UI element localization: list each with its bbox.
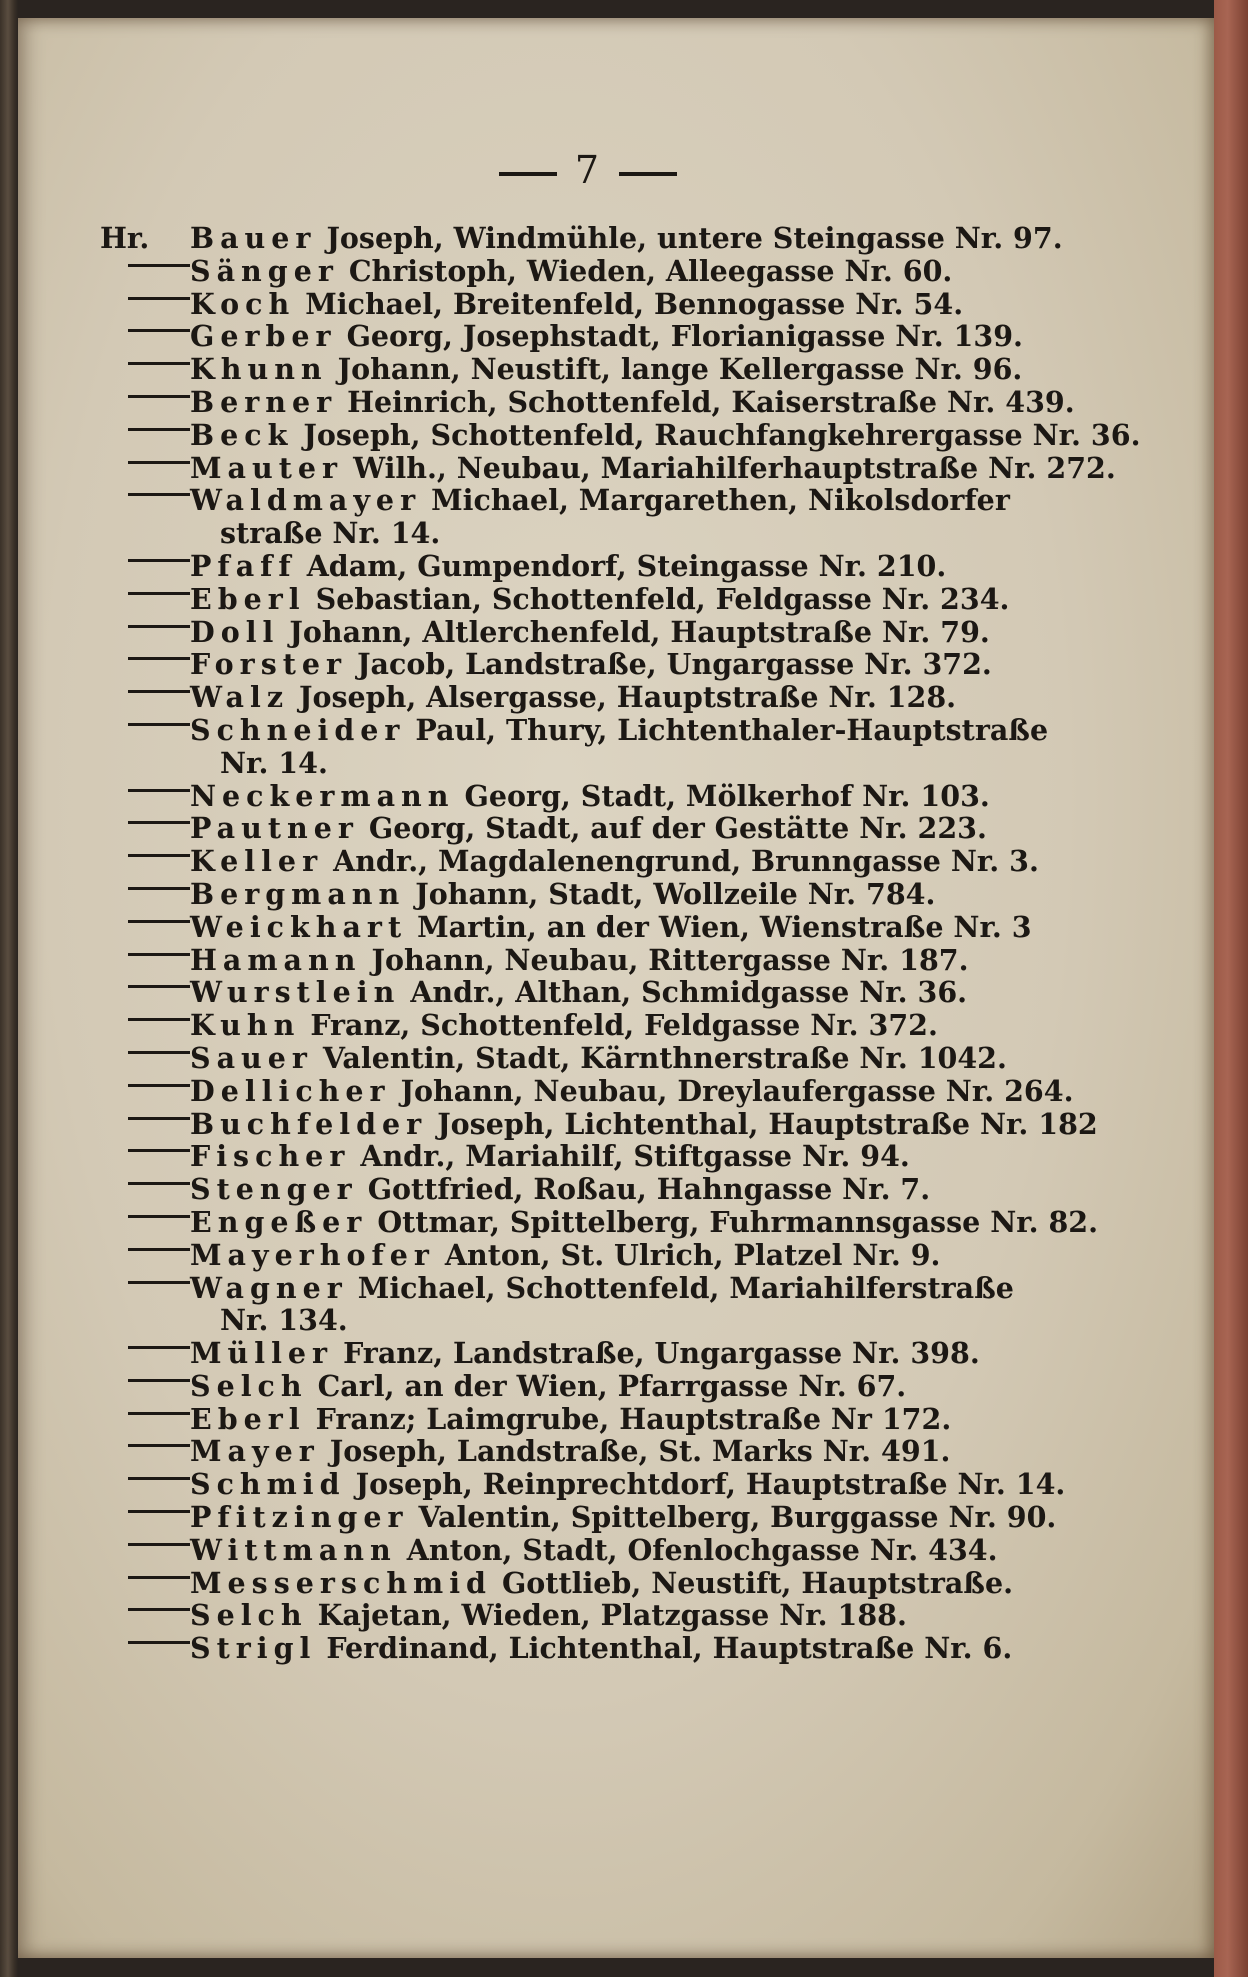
- lead-dash: [128, 1477, 190, 1480]
- entry-details: Michael, Breitenfeld, Bennogasse Nr. 54.: [305, 286, 964, 321]
- entry-lead: [100, 550, 190, 583]
- entry-details: Johann, Neubau, Rittergasse Nr. 187.: [371, 942, 969, 977]
- entry-lead: [100, 386, 190, 419]
- directory-entry: [100, 450, 1116, 485]
- entry-surname: Beck: [190, 417, 294, 452]
- entry-surname: Bergmann: [190, 876, 406, 911]
- entry-lead: [100, 1599, 190, 1632]
- lead-dash: [128, 1444, 190, 1447]
- directory-entry: [100, 1140, 1100, 1173]
- directory-entry: [100, 1206, 1100, 1239]
- entry-lead: [100, 714, 190, 747]
- directory-entry: [100, 845, 1100, 878]
- entry-lead: [100, 484, 190, 517]
- entry-surname: Pautner: [190, 811, 359, 846]
- directory-entry: [100, 417, 1141, 452]
- entry-lead: [100, 1206, 190, 1239]
- lead-dash: [128, 264, 190, 267]
- entry-lead: [100, 681, 190, 714]
- directory-entry: [100, 484, 1100, 517]
- entry-surname: Fischer: [190, 1139, 351, 1174]
- entry-details: Christoph, Wieden, Alleegasse Nr. 60.: [348, 253, 953, 288]
- entry-lead: [100, 780, 190, 813]
- entry-surname: Wittmann: [190, 1532, 397, 1567]
- directory-entry: [100, 320, 1100, 353]
- entry-lead: [100, 1239, 190, 1272]
- lead-dash: [128, 723, 190, 726]
- entry-details: Carl, an der Wien, Pfarrgasse Nr. 67.: [317, 1368, 907, 1403]
- entry-surname: Keller: [190, 844, 324, 879]
- directory-entry: [100, 1632, 1100, 1665]
- entry-lead: [100, 1435, 190, 1468]
- entry-lead: [100, 255, 190, 288]
- directory-entry: [100, 1370, 1100, 1403]
- entry-surname: Pfitzinger: [190, 1500, 409, 1535]
- directory-entry: [100, 1173, 1100, 1206]
- directory-entry: [100, 255, 1100, 288]
- lead-dash: [128, 461, 190, 464]
- entry-surname: Stenger: [190, 1172, 358, 1207]
- directory-entry: [100, 812, 1100, 845]
- lead-dash: [128, 1215, 190, 1218]
- entry-surname: Walz: [190, 680, 290, 715]
- entry-lead: [100, 812, 190, 845]
- directory-entry: [100, 1567, 1100, 1600]
- lead-dash: [128, 1084, 190, 1087]
- entry-details: Gottfried, Roßau, Hahngasse Nr. 7.: [367, 1172, 931, 1207]
- entry-surname: Schneider: [190, 712, 406, 747]
- entry-details: Martin, an der Wien, Wienstraße Nr. 3: [417, 909, 1032, 944]
- entry-details: Valentin, Stadt, Kärnthnerstraße Nr. 1042.: [322, 1040, 1007, 1075]
- lead-dash: [128, 789, 190, 792]
- entry-details: Michael, Schottenfeld, Mariahilferstraße: [357, 1270, 1014, 1305]
- entry-lead: [100, 1632, 190, 1665]
- entry-lead: [100, 1140, 190, 1173]
- entry-details: Joseph, Reinprechtdorf, Hauptstraße Nr. 14.: [355, 1467, 1066, 1502]
- lead-dash: [128, 1346, 190, 1349]
- entry-lead: [100, 583, 190, 616]
- lead-dash: [128, 1379, 190, 1382]
- entry-details: Andr., Althan, Schmidgasse Nr. 36.: [410, 975, 968, 1010]
- entry-details: Ferdinand, Lichtenthal, Hauptstraße Nr. 6.: [326, 1631, 1013, 1666]
- directory-entry: [100, 1534, 1100, 1567]
- entry-surname: Dellicher: [190, 1073, 391, 1108]
- directory-entry: [100, 1009, 1100, 1042]
- entry-lead: [100, 1403, 190, 1436]
- directory-entry: [100, 1108, 1100, 1141]
- entry-details: Andr., Mariahilf, Stiftgasse Nr. 94.: [360, 1139, 910, 1174]
- directory-entry: [100, 1599, 1100, 1632]
- lead-dash: [128, 493, 190, 496]
- entry-lead: [100, 452, 190, 485]
- page-number-dash-left: [499, 172, 557, 176]
- lead-dash: [128, 887, 190, 890]
- directory-entry: [100, 976, 1100, 1009]
- entry-details: Ottmar, Spittelberg, Fuhrmannsgasse Nr. 82.: [377, 1204, 1099, 1239]
- lead-dash: [128, 1117, 190, 1120]
- entry-details: Jacob, Landstraße, Ungargasse Nr. 372.: [357, 647, 992, 682]
- entry-surname: Gerber: [190, 319, 337, 354]
- entry-lead: [100, 1042, 190, 1075]
- entry-lead: [100, 1468, 190, 1501]
- directory-entry: [100, 1435, 1100, 1468]
- entry-lead: [100, 320, 190, 353]
- entry-surname: Sänger: [190, 253, 339, 288]
- lead-dash: [128, 625, 190, 628]
- entry-surname: Waldmayer: [190, 483, 422, 518]
- entry-surname: Kuhn: [190, 1008, 301, 1043]
- entry-details: Nr. 14.: [220, 745, 328, 780]
- lead-dash: [128, 559, 190, 562]
- entry-lead: [100, 1534, 190, 1567]
- entry-surname: Koch: [190, 286, 296, 321]
- entry-continuation: [100, 1304, 1100, 1337]
- directory-entry: [100, 1403, 1100, 1436]
- lead-dash: [128, 953, 190, 956]
- entry-surname: Buchfelder: [190, 1106, 428, 1141]
- entry-details: straße Nr. 14.: [220, 516, 441, 551]
- lead-dash: [128, 428, 190, 431]
- book-edge: [1214, 0, 1248, 1977]
- entry-lead: [100, 1075, 190, 1108]
- entry-details: Kajetan, Wieden, Platzgasse Nr. 188.: [317, 1598, 907, 1633]
- entry-details: Georg, Josephstadt, Florianigasse Nr. 139.: [346, 319, 1023, 354]
- entry-surname: Mayerhofer: [190, 1237, 435, 1272]
- lead-dash: [128, 1182, 190, 1185]
- directory-entry: [100, 911, 1100, 944]
- entry-surname: Forster: [190, 647, 348, 682]
- entry-list: [100, 221, 1141, 1666]
- entry-details: Johann, Stadt, Wollzeile Nr. 784.: [415, 876, 936, 911]
- entry-details: Georg, Stadt, auf der Gestätte Nr. 223.: [368, 811, 987, 846]
- directory-entry: [100, 1042, 1100, 1075]
- entry-details: Andr., Magdalenengrund, Brunngasse Nr. 3.: [333, 844, 1039, 879]
- directory-entry: [100, 1468, 1100, 1501]
- lead-dash: [128, 690, 190, 693]
- entry-surname: Selch: [190, 1368, 308, 1403]
- directory-entry: [100, 878, 1100, 911]
- entry-details: Franz, Schottenfeld, Feldgasse Nr. 372.: [310, 1008, 938, 1043]
- entry-details: Anton, Stadt, Ofenlochgasse Nr. 434.: [406, 1532, 998, 1567]
- entry-continuation: [100, 747, 1100, 780]
- directory-entry: [100, 944, 1100, 977]
- entry-lead: [100, 1337, 190, 1370]
- entry-details: Wilh., Neubau, Mariahilferhauptstraße Nr. 272.: [353, 450, 1116, 485]
- directory-entry: [100, 288, 1100, 321]
- entry-lead: [100, 353, 190, 386]
- entry-surname: Strigl: [190, 1631, 317, 1666]
- entry-details: Gottlieb, Neustift, Hauptstraße.: [501, 1565, 1014, 1600]
- entry-details: Joseph, Windmühle, untere Steingasse Nr. 97.: [326, 221, 1063, 255]
- lead-dash: [128, 1543, 190, 1546]
- lead-dash: [128, 920, 190, 923]
- lead-dash: [128, 854, 190, 857]
- lead-dash: [128, 1051, 190, 1054]
- entry-details: Anton, St. Ulrich, Platzel Nr. 9.: [444, 1237, 941, 1272]
- lead-dash: [128, 1576, 190, 1579]
- entry-lead: [100, 1108, 190, 1141]
- entry-lead: [100, 288, 190, 321]
- entry-surname: Pfaff: [190, 548, 297, 583]
- entry-details: Joseph, Landstraße, St. Marks Nr. 491.: [329, 1434, 951, 1469]
- entry-details: Heinrich, Schottenfeld, Kaiserstraße Nr. 439.: [347, 384, 1075, 419]
- entry-surname: Schmid: [190, 1467, 346, 1502]
- entry-details: Franz; Laimgrube, Hauptstraße Nr 172.: [315, 1401, 952, 1436]
- entry-surname: Wurstlein: [190, 975, 401, 1010]
- entry-lead: [100, 944, 190, 977]
- directory-entry: [100, 681, 1100, 714]
- entry-lead: [100, 1173, 190, 1206]
- page-number-dash-right: [619, 172, 677, 176]
- entry-details: Joseph, Schottenfeld, Rauchfangkehrergasse Nr. 36.: [303, 417, 1141, 452]
- entry-prefix: Hr.: [100, 221, 150, 255]
- directory-entry: [100, 1501, 1100, 1534]
- entry-surname: Hamann: [190, 942, 362, 977]
- entry-surname: Engeßer: [190, 1204, 368, 1239]
- entry-lead: [100, 1567, 190, 1600]
- directory-entry: [100, 550, 1100, 583]
- entry-lead: [100, 648, 190, 681]
- directory-entry: [100, 222, 1100, 255]
- entry-details: Paul, Thury, Lichtenthaler-Hauptstraße: [415, 712, 1049, 747]
- lead-dash: [128, 329, 190, 332]
- entry-details: Johann, Altlerchenfeld, Hauptstraße Nr. 79.: [289, 614, 990, 649]
- page-number-value: 7: [574, 148, 602, 192]
- entry-lead: [100, 222, 190, 255]
- directory-entry: [100, 1075, 1100, 1108]
- directory-entry: [100, 1337, 1100, 1370]
- lead-dash: [128, 1641, 190, 1644]
- entry-details: Franz, Landstraße, Ungargasse Nr. 398.: [343, 1336, 980, 1371]
- lead-dash: [128, 297, 190, 300]
- entry-surname: Mayer: [190, 1434, 320, 1469]
- lead-dash: [128, 821, 190, 824]
- entry-lead: [100, 976, 190, 1009]
- entry-details: Georg, Stadt, Mölkerhof Nr. 103.: [464, 778, 990, 813]
- entry-details: Adam, Gumpendorf, Steingasse Nr. 210.: [306, 548, 947, 583]
- lead-dash: [128, 395, 190, 398]
- entry-lead: [100, 845, 190, 878]
- entry-details: Sebastian, Schottenfeld, Feldgasse Nr. 234.: [315, 581, 1010, 616]
- lead-dash: [128, 1412, 190, 1415]
- entry-details: Joseph, Alsergasse, Hauptstraße Nr. 128.: [299, 680, 957, 715]
- directory-entry: [100, 1272, 1100, 1305]
- entry-lead: [100, 1370, 190, 1403]
- entry-surname: Khunn: [190, 352, 328, 387]
- entry-details: Johann, Neustift, lange Kellergasse Nr. 96.: [337, 352, 1023, 387]
- entry-surname: Eberl: [190, 1401, 306, 1436]
- entry-surname: Messerschmid: [190, 1565, 492, 1600]
- lead-dash: [128, 657, 190, 660]
- entry-lead: [100, 1009, 190, 1042]
- entry-surname: Doll: [190, 614, 280, 649]
- entry-continuation: [100, 517, 1100, 550]
- directory-entry: [100, 1239, 1100, 1272]
- entry-surname: Selch: [190, 1598, 308, 1633]
- lead-dash: [128, 985, 190, 988]
- directory-entry: [100, 616, 1100, 649]
- entry-details: Nr. 134.: [220, 1303, 348, 1338]
- lead-dash: [128, 592, 190, 595]
- directory-entry: [100, 714, 1100, 747]
- directory-entry: [100, 386, 1100, 419]
- lead-dash: [128, 1018, 190, 1021]
- directory-entry: [100, 648, 1100, 681]
- entry-surname: Bauer: [190, 221, 317, 255]
- lead-dash: [128, 1281, 190, 1284]
- entry-lead: [100, 419, 190, 452]
- page-number: [438, 148, 738, 192]
- directory-entry: [100, 353, 1100, 386]
- entry-lead: [100, 911, 190, 944]
- entry-details: Joseph, Lichtenthal, Hauptstraße Nr. 182: [437, 1106, 1098, 1141]
- entry-surname: Neckermann: [190, 778, 455, 813]
- lead-dash: [128, 1608, 190, 1611]
- directory-entry: [100, 583, 1100, 616]
- entry-lead: [100, 878, 190, 911]
- directory-entry: [100, 780, 1100, 813]
- lead-dash: [128, 1149, 190, 1152]
- entry-surname: Wagner: [190, 1270, 348, 1305]
- entry-surname: Berner: [190, 384, 338, 419]
- entry-surname: Sauer: [190, 1040, 313, 1075]
- entry-surname: Weickhart: [190, 909, 408, 944]
- lead-dash: [128, 362, 190, 365]
- entry-details: Michael, Margarethen, Nikolsdorfer: [431, 483, 1010, 518]
- entry-surname: Müller: [190, 1336, 334, 1371]
- page: [18, 18, 1214, 1958]
- lead-dash: [128, 1510, 190, 1513]
- entry-lead: [100, 616, 190, 649]
- entry-lead: [100, 1272, 190, 1305]
- entry-surname: Eberl: [190, 581, 306, 616]
- lead-dash: [128, 1248, 190, 1251]
- entry-surname: Mauter: [190, 450, 344, 485]
- entry-details: Johann, Neubau, Dreylaufergasse Nr. 264.: [400, 1073, 1074, 1108]
- entry-lead: [100, 1501, 190, 1534]
- entry-details: Valentin, Spittelberg, Burggasse Nr. 90.: [418, 1500, 1057, 1535]
